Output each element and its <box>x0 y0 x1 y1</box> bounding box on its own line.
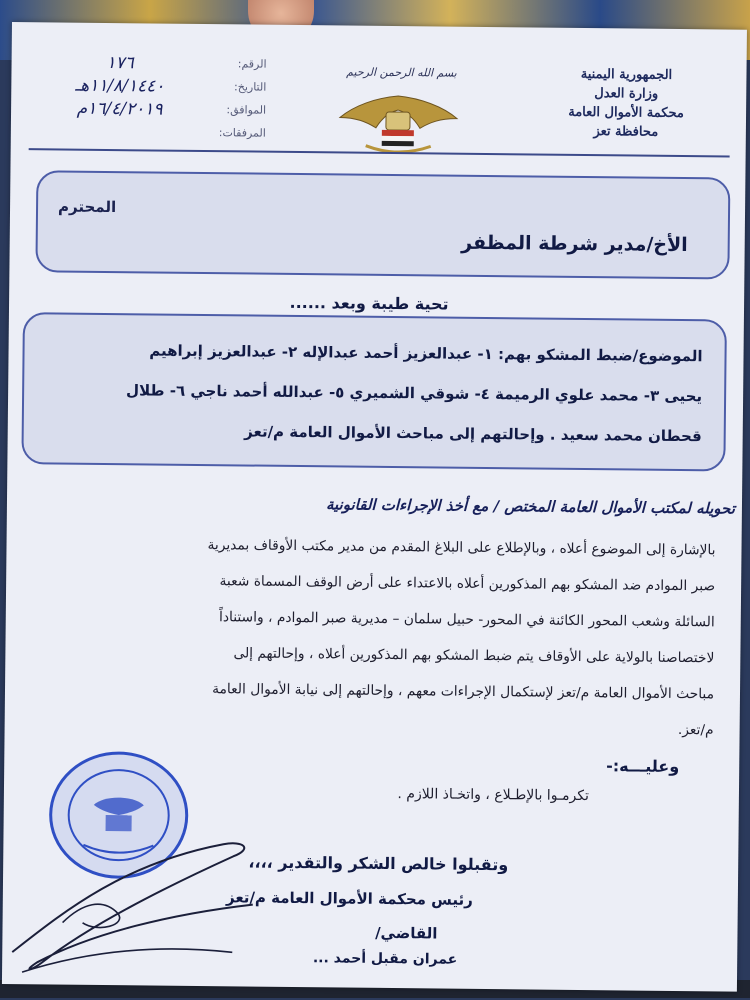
addressee-honorific: المحترم <box>57 197 117 217</box>
closing-thanks: وتقبلوا خالص الشكر والتقدير ،،،، <box>248 852 509 875</box>
body-line: لاختصاصنا بالولاية على الأوقاف يتم ضبط المشكو بهم المذكورين أعلاه ، وإحالتهم إلى <box>233 645 715 667</box>
body-line: م/تعز. <box>677 722 714 739</box>
country-name: الجمهورية اليمنية <box>580 66 673 83</box>
handwritten-signature <box>2 802 274 995</box>
number-value: ١٧٦ <box>106 52 134 73</box>
court-name: محكمة الأموال العامة <box>568 104 684 121</box>
body-line: صبر الموادم ضد المشكو بهم المذكورين أعلاه بالاعتداء على أرض الوقف المسماة شعبة <box>219 573 716 595</box>
subject-line-3: قحطان محمد سعيد . وإحالتهم إلى مباحث الأموال العامة م/تعز <box>244 422 702 446</box>
action-request: تكرمـوا بالإطـلاع ، واتخـاذ اللازم . <box>397 786 590 805</box>
body-line: مباحث الأموال العامة م/تعز لإستكمال الإجراءات معهم ، وإحالتهم إلى نيابة الأموال العامة <box>212 681 715 703</box>
reference-block <box>31 50 267 144</box>
therefore-heading: وعليـــه:- <box>606 756 680 777</box>
number-label: الرقم: <box>237 57 267 71</box>
yemen-eagle-emblem <box>336 87 462 158</box>
body-line: السائلة وشعب المحور الكائنة في المحور- حبيل سلمان – مديرية صبر الموادم ، واستناداً <box>219 609 715 631</box>
hijri-date-value: ١١/٨/١٤٤٠هـ <box>75 75 165 97</box>
date-label: التاريخ: <box>233 80 267 94</box>
governorate-name: محافظة تعز <box>593 123 659 140</box>
judge-name: عمران مقبل أحمد ... <box>312 950 458 968</box>
corresponding-label: الموافق: <box>226 103 267 117</box>
greeting: تحية طيبة وبعد ...... <box>289 292 449 314</box>
letterhead-right <box>536 65 717 142</box>
basmala: بسم الله الرحمن الرحيم <box>346 65 457 80</box>
handwritten-note: تحويله لمكتب الأموال العامة المختص / مع أخذ الإجراءات القانونية <box>325 495 736 518</box>
attachments-value <box>31 131 208 133</box>
subject-line-2: يحيى ٣- محمد علوي الرميمة ٤- شوقي الشميري ٥- عبدالله أحمد ناجي ٦- طلال <box>125 381 703 406</box>
addressee-box <box>35 170 730 279</box>
subject-line-1: الموضوع/ضبط المشكو بهم: ١- عبدالعزيز أحمد عبدالإله ٢- عبدالعزيز إبراهيم <box>149 341 703 366</box>
judge-label: القاضي/ <box>375 923 438 943</box>
signatory-title: رئيس محكمة الأموال العامة م/تعز <box>225 888 473 909</box>
letter-page <box>2 22 747 992</box>
subject-box <box>21 312 727 471</box>
addressee-name: الأخ/مدير شرطة المظفر <box>461 231 688 257</box>
attachments-label: المرفقات: <box>218 126 266 140</box>
gregorian-date-value: ١٦/٤/٢٠١٩م <box>76 98 163 120</box>
ministry-name: وزارة العدل <box>594 85 659 102</box>
body-line: بالإشارة إلى الموضوع أعلاه ، وبالإطلاع على البلاغ المقدم من مدير مكتب الأوقاف بمديرية <box>207 537 716 559</box>
